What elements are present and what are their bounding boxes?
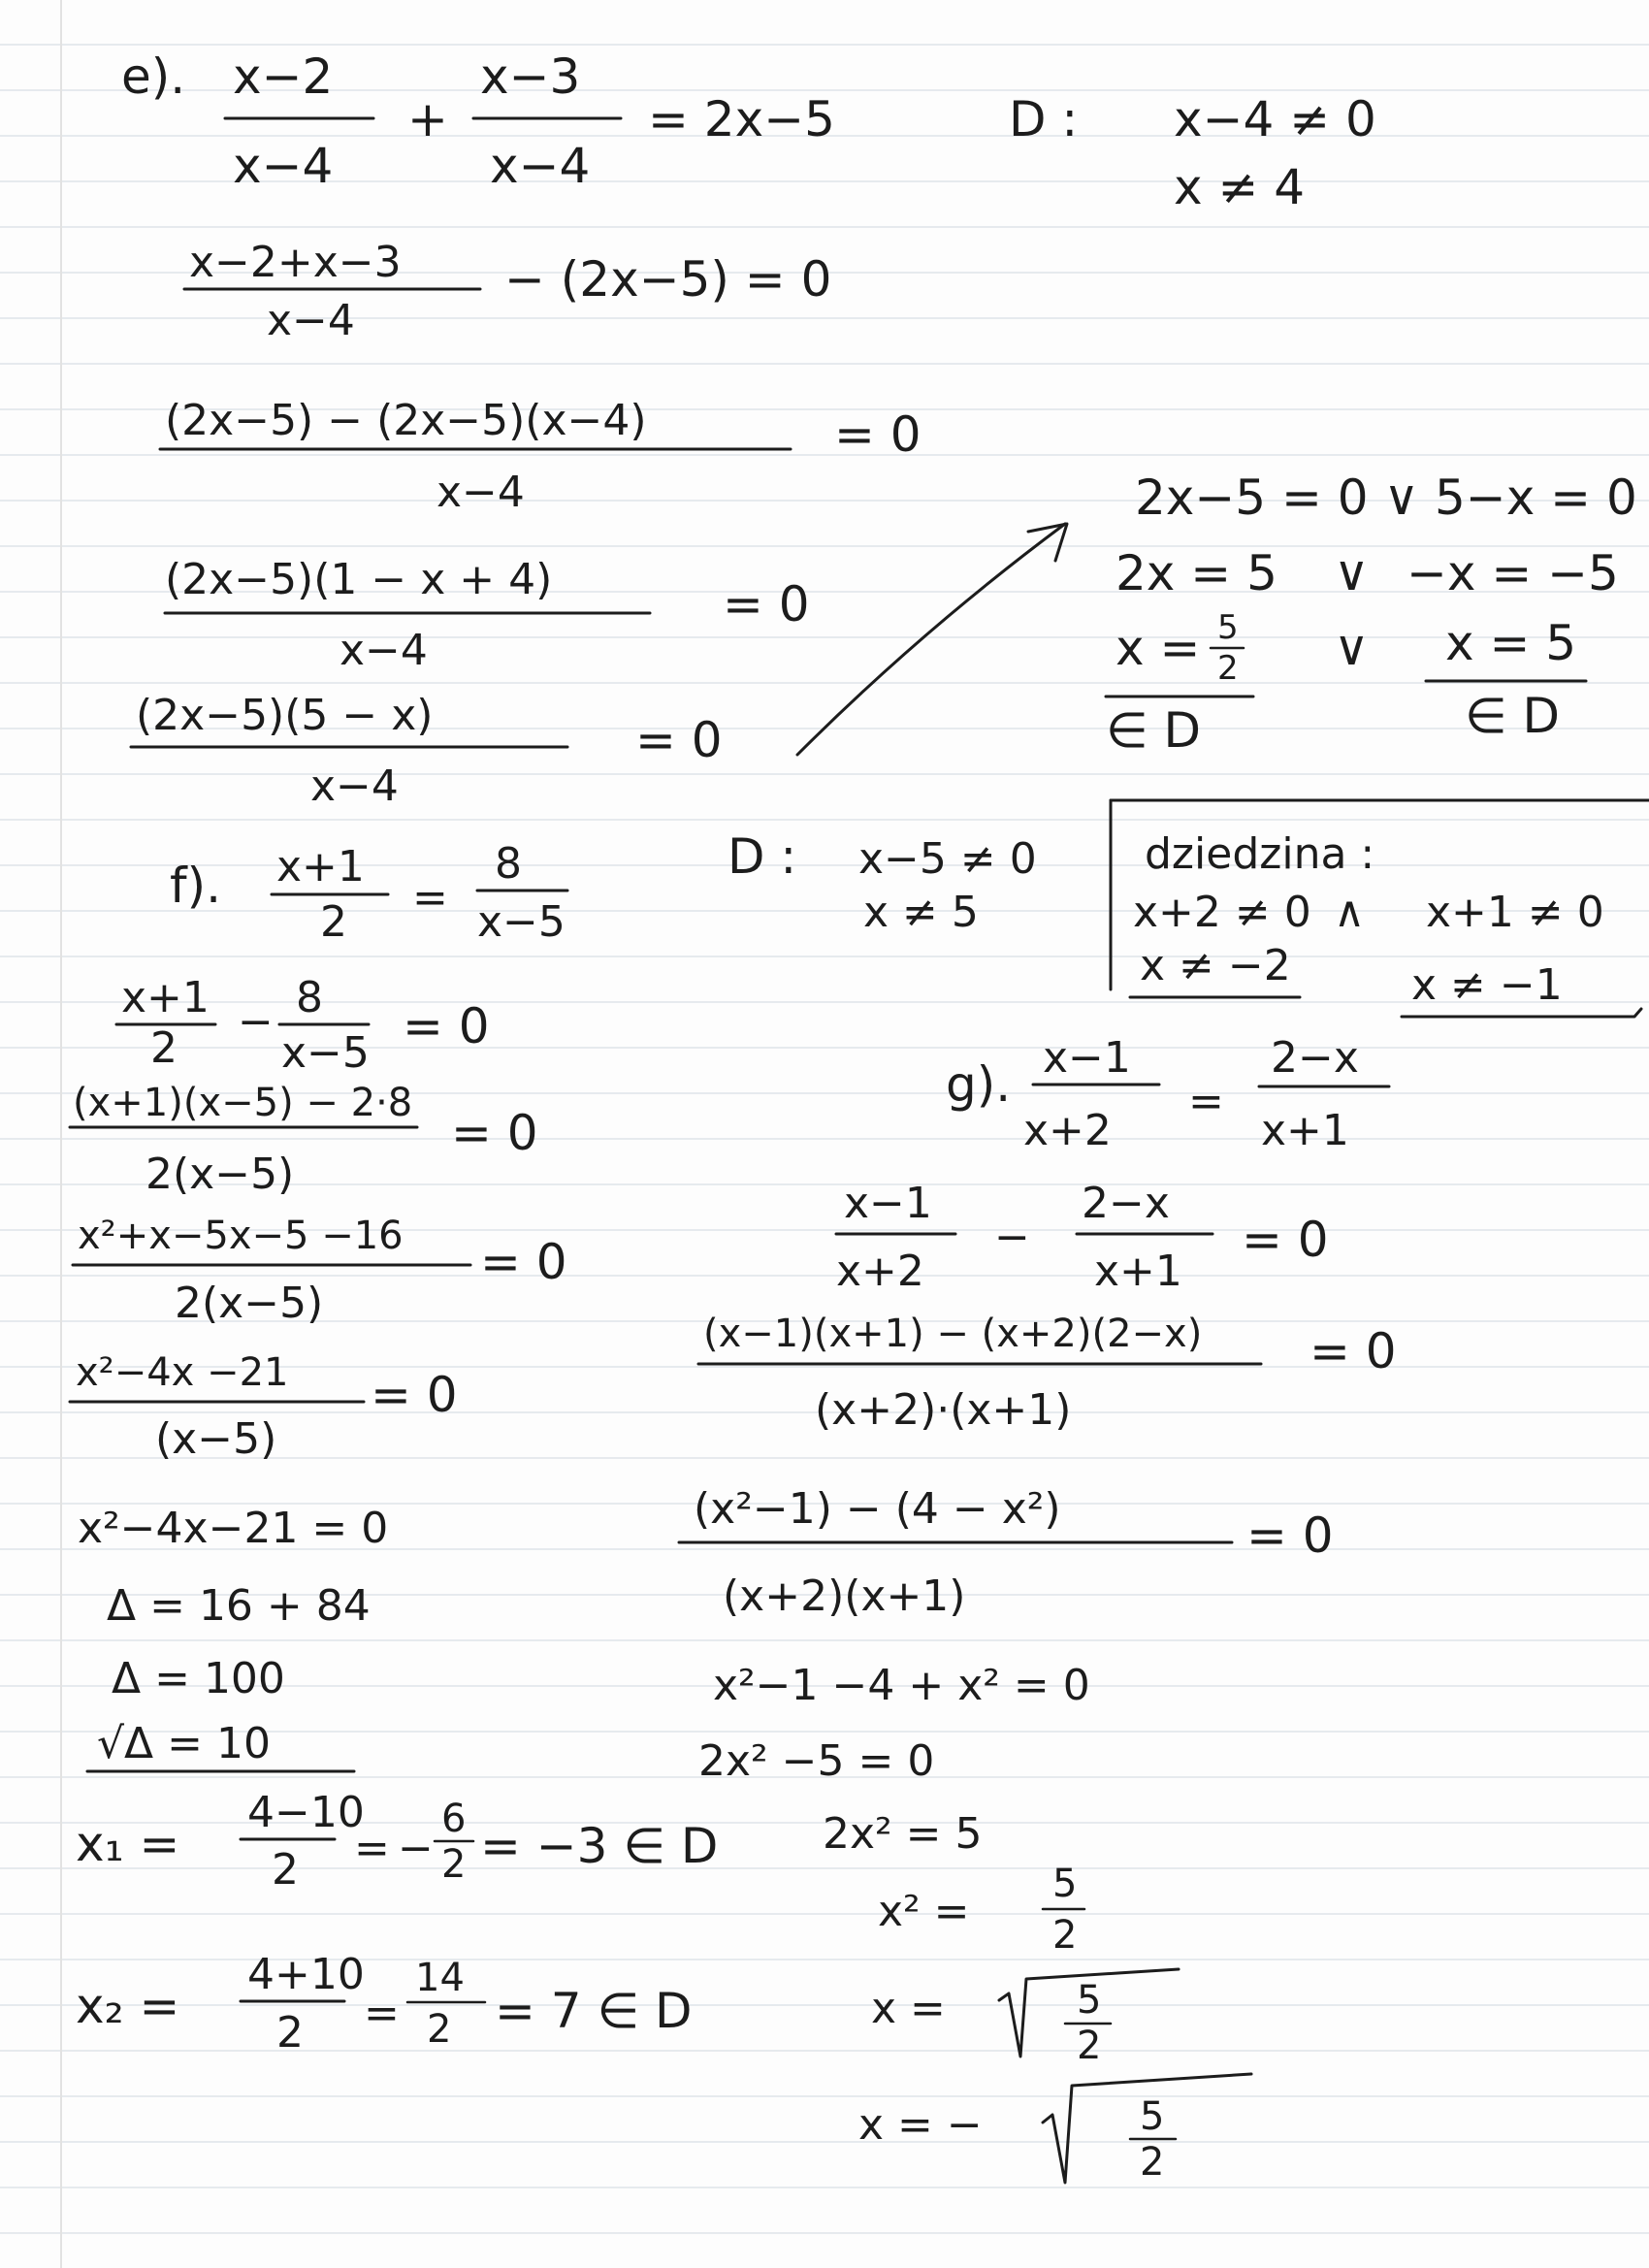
g-step3-numerator: (x²−1) − (4 − x²) — [694, 1484, 1061, 1534]
e-root1-denominator: 2 — [1217, 649, 1239, 688]
g-eq-denominator-1: x+2 — [1023, 1106, 1112, 1155]
f-x1-denominator: 2 — [272, 1845, 299, 1895]
g-step2-tail: = 0 — [1310, 1323, 1397, 1379]
f-domain-line-1: x−5 ≠ 0 — [858, 834, 1037, 884]
f-step1-numerator-1: x+1 — [121, 973, 210, 1022]
e-solution-line-1: 2x−5 = 0 ∨ 5−x = 0 — [1135, 470, 1637, 526]
e-step3-tail: = 0 — [723, 576, 810, 632]
e-root1-in-domain: ∈ D — [1106, 702, 1201, 759]
f-step3-tail: = 0 — [480, 1234, 567, 1290]
e-domain-symbol: D : — [1009, 91, 1079, 147]
e-eq-numerator-1: x−2 — [233, 49, 334, 105]
g-domain-line-1b: x+1 ≠ 0 — [1426, 888, 1604, 937]
g-line-b: 2x² −5 = 0 — [698, 1736, 935, 1786]
f-eq-numerator-1: x+1 — [276, 842, 365, 891]
f-x2-denominator: 2 — [276, 2008, 304, 2057]
e-root2-in-domain: ∈ D — [1465, 688, 1560, 744]
g-eq-denominator-2: x+1 — [1261, 1106, 1349, 1155]
e-eq-rhs: = 2x−5 — [648, 91, 835, 147]
problem-f — [70, 828, 1037, 2057]
e-step3-denominator: x−4 — [340, 626, 428, 675]
f-x2-denominator-2: 2 — [427, 2007, 452, 2052]
problem-e — [121, 49, 1637, 811]
e-root2: x = 5 — [1445, 615, 1577, 671]
f-x2-result: = 7 ∈ D — [495, 1983, 693, 2039]
e-eq-numerator-2: x−3 — [480, 49, 581, 105]
f-sqrt-delta: √Δ = 10 — [97, 1719, 271, 1768]
f-step2-denominator: 2(x−5) — [146, 1150, 295, 1199]
g-line-f-lhs: x = − — [858, 2100, 983, 2150]
f-step4-denominator: (x−5) — [155, 1414, 277, 1464]
g-line-f-denominator: 2 — [1140, 2140, 1165, 2185]
f-x1-result: = −3 ∈ D — [480, 1818, 719, 1874]
g-step1-denominator-2: x+1 — [1094, 1247, 1182, 1296]
e-step4-numerator: (2x−5)(5 − x) — [136, 691, 434, 740]
f-step1-minus: − — [238, 997, 274, 1047]
f-eq-numerator-2: 8 — [495, 839, 522, 889]
g-line-c: 2x² = 5 — [823, 1809, 983, 1859]
g-eq-equals: = — [1188, 1077, 1224, 1126]
e-step4-denominator: x−4 — [310, 761, 399, 811]
f-domain-symbol: D : — [728, 828, 797, 885]
arrow-icon — [797, 524, 1067, 755]
e-root1-lhs: x = — [1116, 620, 1201, 676]
f-step1-denominator-2: x−5 — [281, 1028, 370, 1078]
g-line-a: x²−1 −4 + x² = 0 — [713, 1661, 1090, 1710]
g-domain-line-1a: x+2 ≠ 0 — [1133, 888, 1311, 937]
g-line-e-numerator: 5 — [1077, 1978, 1102, 2023]
f-x1-equals: = — [354, 1824, 390, 1873]
e-step4-tail: = 0 — [635, 712, 723, 768]
f-x1-numerator: 4−10 — [247, 1788, 365, 1837]
e-step1-tail: − (2x−5) = 0 — [504, 251, 832, 308]
g-step1-numerator-1: x−1 — [844, 1179, 932, 1228]
f-x2-equals: = — [364, 1989, 400, 2038]
f-x2-lhs: x₂ = — [76, 1978, 180, 2034]
g-line-e-lhs: x = — [871, 1984, 946, 2033]
g-eq-numerator-2: 2−x — [1271, 1033, 1359, 1083]
f-step2-tail: = 0 — [451, 1105, 538, 1161]
e-step3-numerator: (2x−5)(1 − x + 4) — [165, 555, 553, 604]
e-step2-denominator: x−4 — [436, 468, 525, 517]
f-x2-numerator: 4+10 — [247, 1950, 365, 1999]
f-step1-denominator-1: 2 — [150, 1023, 178, 1073]
g-line-d-lhs: x² = — [878, 1887, 970, 1936]
e-root1-numerator: 5 — [1217, 608, 1239, 647]
g-domain-title: dziedzina : — [1145, 829, 1375, 879]
f-x1-denominator-2: 2 — [441, 1842, 467, 1887]
g-step1-minus: − — [994, 1213, 1030, 1262]
e-domain-line-1: x−4 ≠ 0 — [1174, 91, 1376, 147]
e-step1-numerator: x−2+x−3 — [189, 238, 402, 287]
f-step4-numerator: x²−4x −21 — [76, 1350, 289, 1395]
e-eq-plus: + — [407, 91, 448, 147]
e-step2-tail: = 0 — [834, 406, 922, 463]
f-step4-tail: = 0 — [371, 1367, 458, 1423]
g-step1-tail: = 0 — [1242, 1212, 1329, 1268]
e-solution-or: ∨ — [1334, 620, 1370, 676]
f-step2-numerator: (x+1)(x−5) − 2·8 — [73, 1081, 413, 1125]
f-eq-denominator-1: 2 — [320, 897, 347, 947]
e-solution-line-2b: ∨ — [1334, 545, 1370, 601]
g-eq-numerator-1: x−1 — [1043, 1033, 1131, 1083]
g-line-e-denominator: 2 — [1077, 2024, 1102, 2068]
g-step2-numerator: (x−1)(x+1) − (x+2)(2−x) — [703, 1312, 1203, 1356]
g-domain-line-2a: x ≠ −2 — [1140, 941, 1291, 990]
e-solution-line-2a: 2x = 5 — [1116, 545, 1277, 601]
f-x1-lhs: x₁ = — [76, 1816, 180, 1872]
g-line-f-numerator: 5 — [1140, 2094, 1165, 2139]
f-eq-denominator-2: x−5 — [477, 897, 566, 947]
f-x1-numerator-2: 6 — [441, 1797, 467, 1841]
f-delta-2: Δ = 100 — [112, 1654, 285, 1703]
g-domain-line-2b-underline — [1402, 1009, 1641, 1017]
f-step1-numerator-2: 8 — [296, 973, 323, 1022]
problem-e-label: e). — [121, 49, 186, 105]
g-domain-and: ∧ — [1334, 888, 1366, 937]
f-x1-negative-sign: − — [398, 1824, 434, 1873]
problem-f-label: f). — [170, 858, 222, 914]
f-x2-numerator-2: 14 — [415, 1956, 465, 2000]
f-step3-numerator: x²+x−5x−5 −16 — [78, 1214, 404, 1258]
e-domain-line-2: x ≠ 4 — [1174, 159, 1306, 215]
e-solution-line-2c: −x = −5 — [1406, 545, 1619, 601]
f-eq-equals: = — [412, 873, 448, 923]
f-quadratic: x²−4x−21 = 0 — [78, 1504, 389, 1553]
f-step1-tail: = 0 — [403, 998, 490, 1054]
e-step1-denominator: x−4 — [267, 296, 355, 345]
e-eq-denominator-1: x−4 — [233, 138, 334, 194]
g-step1-numerator-2: 2−x — [1082, 1179, 1170, 1228]
problem-g-label: g). — [946, 1056, 1012, 1113]
g-step3-denominator: (x+2)(x+1) — [723, 1571, 966, 1621]
g-step2-denominator: (x+2)·(x+1) — [815, 1385, 1072, 1435]
g-step1-denominator-1: x+2 — [836, 1247, 924, 1296]
g-line-d-denominator: 2 — [1052, 1913, 1078, 1958]
e-eq-denominator-2: x−4 — [490, 138, 591, 194]
g-step3-tail: = 0 — [1246, 1507, 1334, 1564]
problem-g — [679, 800, 1649, 2185]
f-domain-line-2: x ≠ 5 — [863, 888, 979, 937]
f-step3-denominator: 2(x−5) — [175, 1279, 324, 1328]
g-line-d-numerator: 5 — [1052, 1862, 1078, 1906]
f-delta-1: Δ = 16 + 84 — [107, 1581, 371, 1631]
g-domain-line-2b: x ≠ −1 — [1411, 960, 1563, 1010]
e-step2-numerator: (2x−5) − (2x−5)(x−4) — [165, 396, 647, 445]
